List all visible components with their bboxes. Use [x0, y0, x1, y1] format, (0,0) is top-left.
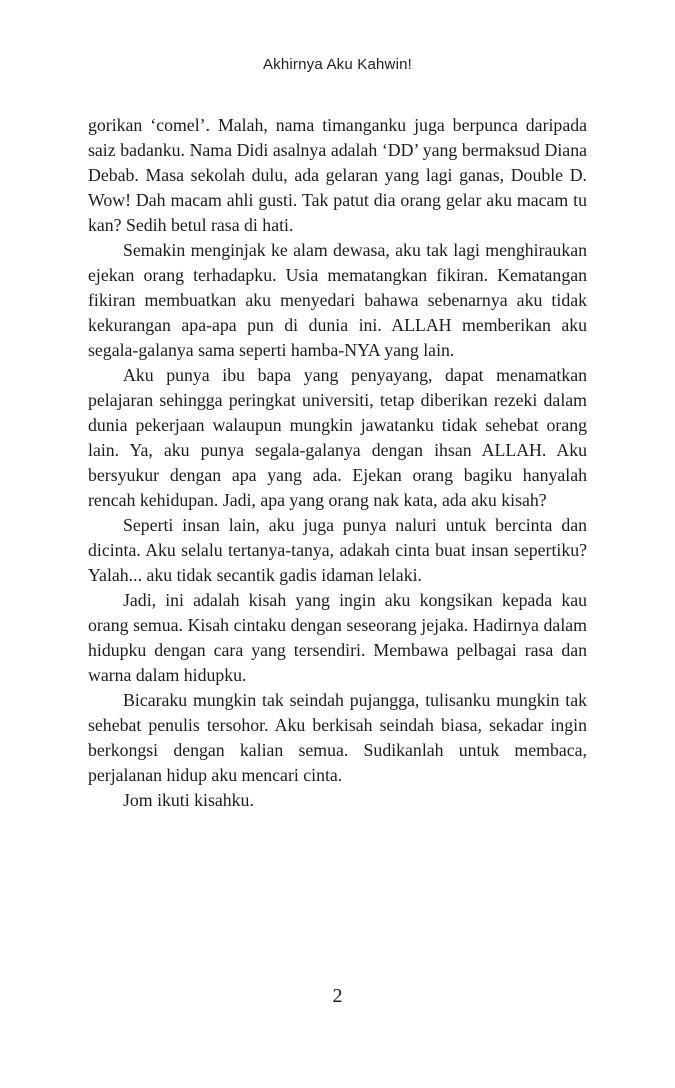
paragraph-7: Jom ikuti kisahku.	[123, 790, 254, 810]
paragraph-3: Aku punya ibu bapa yang penyayang, dapat menamatkan pelajaran sehingga peringkat universiti, tetap diberikan rezeki dalam dunia pekerjaan walaupun mungkin jawatanku tidak sehebat orang lain. Ya, aku punya segala-galanya dengan ihsan ALLAH. Aku bersyukur dengan apa yang ada. Ejekan orang bagiku hanyalah rencah kehidupan. Jadi, apa yang orang nak kata, ada aku kisah?	[88, 365, 587, 510]
paragraph-2: Semakin menginjak ke alam dewasa, aku tak lagi menghiraukan ejekan orang terhadapku. Usia mematangkan fikiran. Kematangan fikiran membuatkan aku menyedari bahawa sebenarnya aku tidak kekurangan apa-apa pun di dunia ini. ALLAH memberikan aku segala-galanya sama seperti hamba-NYA yang lain.	[88, 240, 587, 360]
page-number: 2	[332, 985, 343, 1007]
body-text	[88, 113, 587, 813]
paragraph-1: gorikan ‘comel’. Malah, nama timanganku juga berpunca daripada saiz badanku. Nama Didi asalnya adalah ‘DD’ yang bermaksud Diana Debab. Masa sekolah dulu, ada gelaran yang lagi ganas, Double D. Wow! Dah macam ahli gusti. Tak patut dia orang gelar aku macam tu kan? Sedih betul rasa di hati.	[88, 115, 587, 235]
running-header-title: Akhirnya Aku Kahwin!	[262, 56, 413, 73]
paragraph-5: Jadi, ini adalah kisah yang ingin aku kongsikan kepada kau orang semua. Kisah cintaku dengan seseorang jejaka. Hadirnya dalam hidupku dengan cara yang tersendiri. Membawa pelbagai rasa dan warna dalam hidupku.	[88, 590, 587, 685]
paragraph-4: Seperti insan lain, aku juga punya naluri untuk bercinta dan dicinta. Aku selalu tertanya-tanya, adakah cinta buat insan sepertiku? Yalah... aku tidak secantik gadis idaman lelaki.	[88, 515, 587, 585]
paragraph-6: Bicaraku mungkin tak seindah pujangga, tulisanku mungkin tak sehebat penulis tersohor. Aku berkisah seindah biasa, sekadar ingin berkongsi dengan kalian semua. Sudikanlah untuk membaca, perjalanan hidup aku mencari cinta.	[88, 690, 587, 785]
